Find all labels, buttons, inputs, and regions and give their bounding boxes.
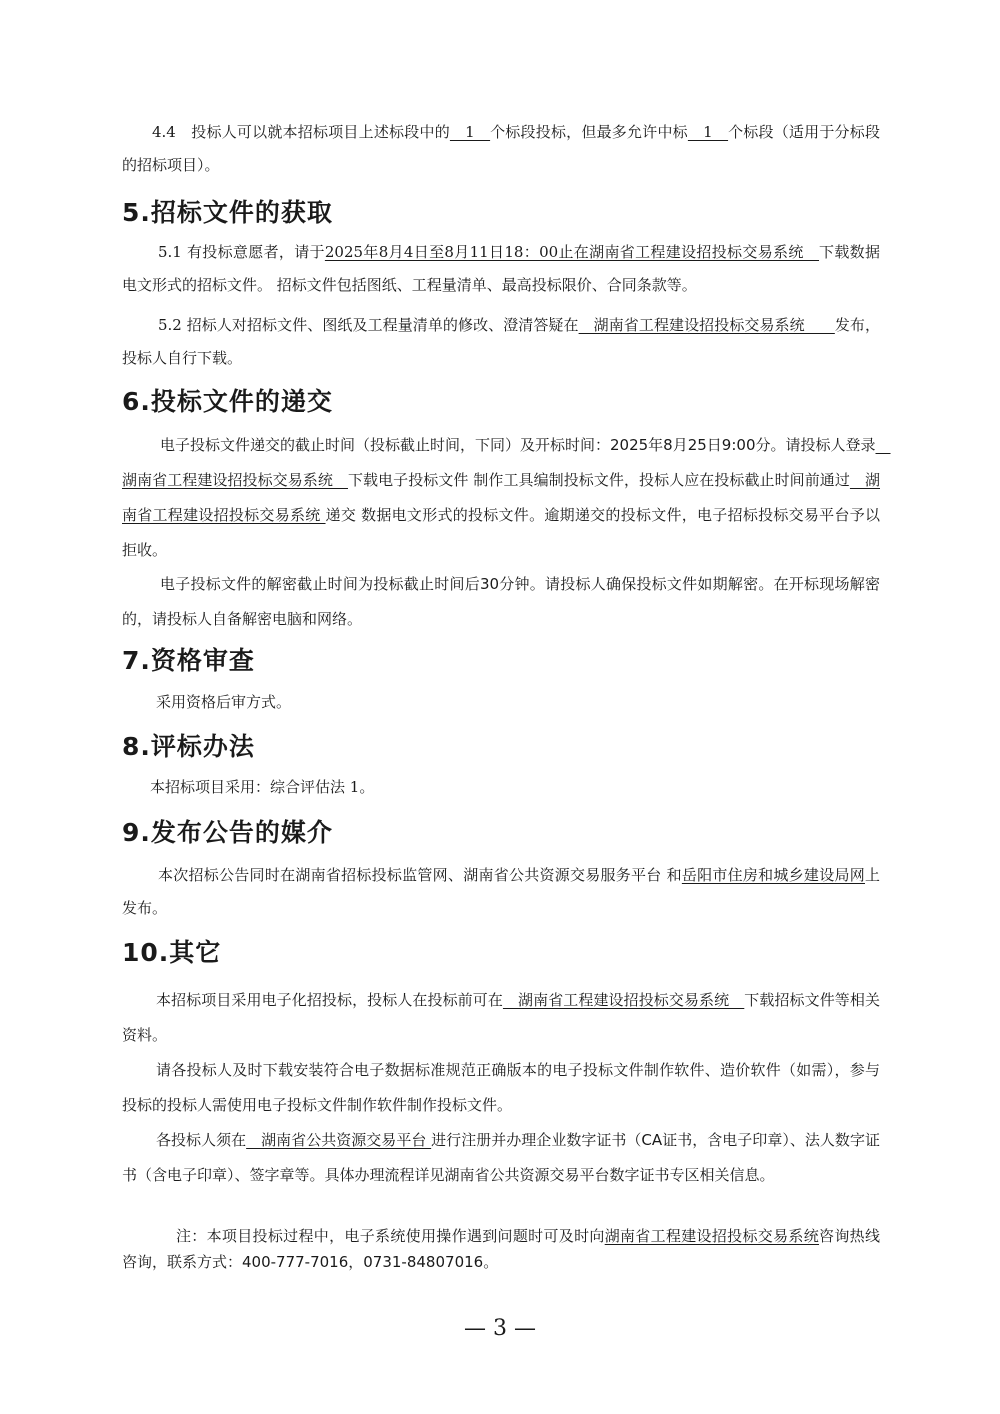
underlined-count: 1 [687,123,729,141]
section-heading-6: 6.投标文件的递交 [122,387,333,416]
underlined-count: 1 [449,123,491,141]
underlined-text: 湖南省公共资源交易平台 [246,1131,432,1149]
paragraph-7-1: 采用资格后审方式。 [156,693,292,711]
underlined-text: 湖南省工程建设招投标交易系统 [122,436,891,489]
paragraph-5-1: 5.1 有投标意愿者，请于2025年8月4日至8月11日18：00止在湖南省工程建设招投标交易系统 下载数据电文形式的招标文件。 招标文件包括图纸、工程量清单、最高投标限价、合同条款等。 [122,243,880,294]
paragraph-4-4: 4.4 投标人可以就本招标项目上述标段中的 1 个标段投标，但最多允许中标 1 个标段（适用于分标段的招标项目）。 [122,123,880,174]
paragraph-10-1: 本招标项目采用电子化招投标，投标人在投标前可在 湖南省工程建设招投标交易系统 下载招标文件等相关资料。 [122,991,880,1044]
paragraph-8-1: 本招标项目采用：综合评估法 1。 [150,778,375,796]
section-heading-10: 10.其它 [122,938,222,967]
paragraph-10-note: 注：本项目投标过程中，电子系统使用操作遇到问题时可及时向湖南省工程建设招投标交易系统咨询热线咨询，联系方式：400-777-7016，0731-84807016。 [122,1227,880,1271]
paragraph-6-1: 电子投标文件递交的截止时间（投标截止时间，下同）及开标时间：2025年8月25日9:00分。请投标人登录 湖南省工程建设招投标交易系统 下载电子投标文件 制作工具编制投标文件，投标人应在投标截止时间前通过 湖南省工程建设招投标交易系统 递交 数据电文形式的投标文件。逾期递交的投标文件，电子招标投标交易平台予以拒收。 [122,436,891,559]
page-number: — 3 — [464,1316,536,1341]
paragraph-10-3: 各投标人须在 湖南省公共资源交易平台 进行注册并办理企业数字证书（CA证书，含电子印章）、法人数字证书（含电子印章）、签字章等。具体办理流程详见湖南省公共资源交易平台数字证书专区相关信息。 [122,1131,880,1184]
paragraph-5-2: 5.2 招标人对招标文件、图纸及工程量清单的修改、澄清答疑在 湖南省工程建设招投标交易系统 发布，投标人自行下载。 [122,316,880,367]
underlined-text: 湖南省工程建设招投标交易系统 [604,1227,820,1245]
underlined-text: 岳阳市住房和城乡建设局网 [681,866,865,884]
paragraph-6-2: 电子投标文件的解密截止时间为投标截止时间后30分钟。请投标人确保投标文件如期解密。在开标现场解密的，请投标人自备解密电脑和网络。 [122,575,880,628]
section-heading-5: 5.招标文件的获取 [122,198,333,227]
underlined-text: 湖南省工程建设招投标交易系统 [502,991,745,1009]
paragraph-10-2: 请各投标人及时下载安装符合电子数据标准规范正确版本的电子投标文件制作软件、造价软件（如需），参与投标的投标人需使用电子投标文件制作软件制作投标文件。 [122,1061,880,1114]
paragraph-9-1: 本次招标公告同时在湖南省招标投标监管网、湖南省公共资源交易服务平台 和岳阳市住房和城乡建设局网上发布。 [122,866,880,917]
underlined-text: 湖南省工程建设招投标交易系统 [122,471,880,524]
underlined-text: 2025年8月4日至8月11日18：00止在湖南省工程建设招投标交易系统 [324,243,820,261]
section-heading-9: 9.发布公告的媒介 [122,818,333,847]
section-heading-7: 7.资格审查 [122,646,255,675]
underlined-text: 湖南省工程建设招投标交易系统 [578,316,835,334]
section-heading-8: 8.评标办法 [122,732,255,761]
